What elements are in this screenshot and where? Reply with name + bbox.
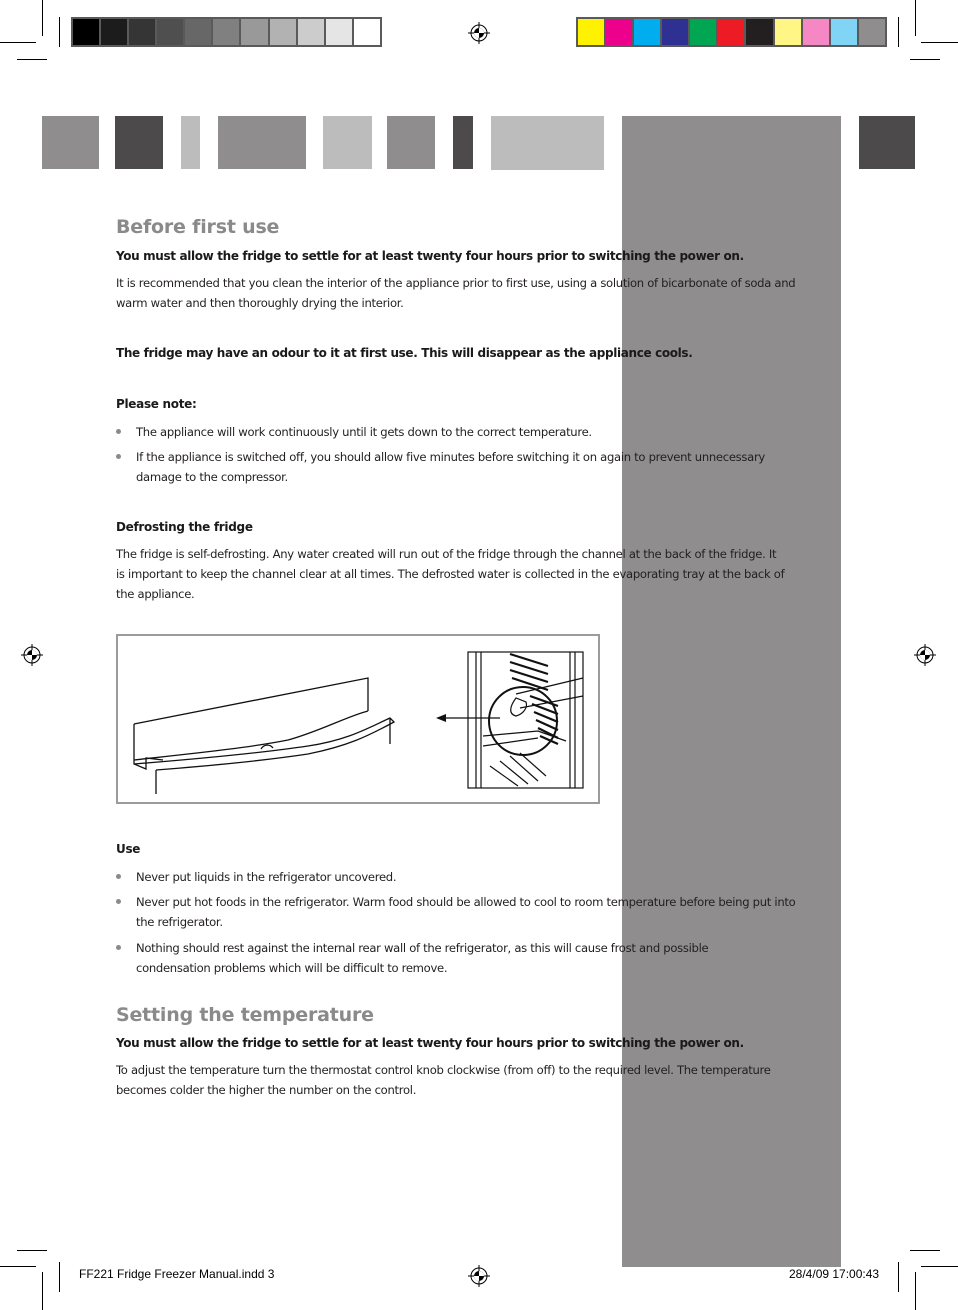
crop-mark (921, 42, 958, 43)
defrosting-paragraph: The fridge is self-defrosting. Any water created will run out of the fridge through the channel at the back of the fridge. It is important to keep the channel clear at all times. The defrosted water is collected in the evaporating tray at the back of the appliance. (116, 547, 785, 601)
color-swatch (718, 19, 744, 45)
bullet-icon (116, 945, 121, 950)
crop-mark (17, 1250, 47, 1251)
color-swatch (775, 19, 801, 45)
list-item (116, 938, 736, 978)
settle-warning: You must allow the fridge to settle for at least twenty four hours prior to switching the power on. (116, 249, 744, 263)
color-swatch (326, 19, 352, 45)
list-item-text: If the appliance is switched off, you should allow five minutes before switching it on again to prevent unnecessary damage to the compressor. (136, 450, 765, 484)
color-swatch (690, 19, 716, 45)
heading-defrosting: Defrosting the fridge (116, 520, 253, 534)
color-swatch (746, 19, 772, 45)
list-item (116, 422, 806, 442)
color-swatch (634, 19, 660, 45)
color-swatch (354, 19, 380, 45)
color-swatch (606, 19, 632, 45)
heading-setting-temperature: Setting the temperature (116, 1004, 374, 1026)
slug-timestamp: 28/4/09 17:00:43 (789, 1267, 880, 1281)
crop-mark (915, 0, 916, 36)
list-item-text: The appliance will work continuously until it gets down to the correct temperature. (136, 425, 592, 439)
registration-mark-icon (914, 644, 936, 666)
color-swatch (831, 19, 857, 45)
color-swatch (185, 19, 211, 45)
color-swatch (298, 19, 324, 45)
crop-mark (42, 1272, 43, 1310)
crop-mark (898, 17, 899, 47)
color-swatch (213, 19, 239, 45)
crop-mark (898, 1262, 899, 1292)
crop-mark (915, 1272, 916, 1310)
bullet-icon (116, 454, 121, 459)
color-swatch (157, 19, 183, 45)
color-swatch (578, 19, 604, 45)
tab-block (42, 116, 99, 169)
crop-mark (0, 42, 36, 43)
heading-please-note: Please note: (116, 397, 197, 411)
tab-block (453, 116, 473, 169)
defrost-channel-illustration (116, 634, 600, 804)
crop-mark (0, 1266, 36, 1267)
temperature-paragraph: To adjust the temperature turn the thermostat control knob clockwise (from off) to the required level. The temperature becomes colder the higher the number on the control. (116, 1063, 771, 1097)
cleaning-paragraph: It is recommended that you clean the interior of the appliance prior to first use, using a solution of bicarbonate of soda and warm water and then thoroughly drying the interior. (116, 276, 796, 310)
color-swatch (101, 19, 127, 45)
crop-mark (42, 0, 43, 36)
heading-before-first-use: Before first use (116, 216, 280, 238)
list-item (116, 892, 806, 932)
greyscale-calibration-bar (71, 17, 382, 47)
list-item (116, 867, 806, 887)
color-swatch (803, 19, 829, 45)
list-item (116, 447, 806, 487)
odour-note: The fridge may have an odour to it at first use. This will disappear as the appliance cools. (116, 346, 693, 360)
slug-filename: FF221 Fridge Freezer Manual.indd 3 (79, 1267, 275, 1281)
crop-mark (59, 17, 60, 47)
list-item-text: Never put liquids in the refrigerator uncovered. (136, 870, 397, 884)
settle-warning-2: You must allow the fridge to settle for at least twenty four hours prior to switching the power on. (116, 1036, 744, 1050)
color-swatch (129, 19, 155, 45)
tab-block (323, 116, 372, 169)
color-swatch (241, 19, 267, 45)
crop-mark (910, 1250, 940, 1251)
tab-block (218, 116, 306, 169)
tab-block (115, 116, 163, 169)
crop-mark (910, 59, 940, 60)
bullet-icon (116, 874, 121, 879)
color-calibration-bar (576, 17, 887, 47)
registration-mark-icon (468, 1265, 490, 1287)
registration-mark-icon (21, 644, 43, 666)
bullet-icon (116, 429, 121, 434)
list-item-text: Nothing should rest against the internal rear wall of the refrigerator, as this will cause frost and possible condensation problems which will be difficult to remove. (136, 941, 709, 975)
color-swatch (662, 19, 688, 45)
bullet-icon (116, 899, 121, 904)
heading-use: Use (116, 842, 141, 856)
tab-block (387, 116, 435, 169)
tab-block (859, 116, 915, 169)
defrost-channel-drawing (118, 636, 598, 802)
color-swatch (859, 19, 885, 45)
registration-mark-icon (468, 22, 490, 44)
crop-mark (17, 59, 47, 60)
color-swatch (73, 19, 99, 45)
list-item-text: Never put hot foods in the refrigerator. Warm food should be allowed to cool to room temperature before being put into the refrigerator. (136, 895, 796, 929)
tab-block (181, 116, 200, 169)
color-swatch (270, 19, 296, 45)
crop-mark (921, 1266, 958, 1267)
tab-block (491, 116, 604, 170)
crop-mark (59, 1262, 60, 1292)
